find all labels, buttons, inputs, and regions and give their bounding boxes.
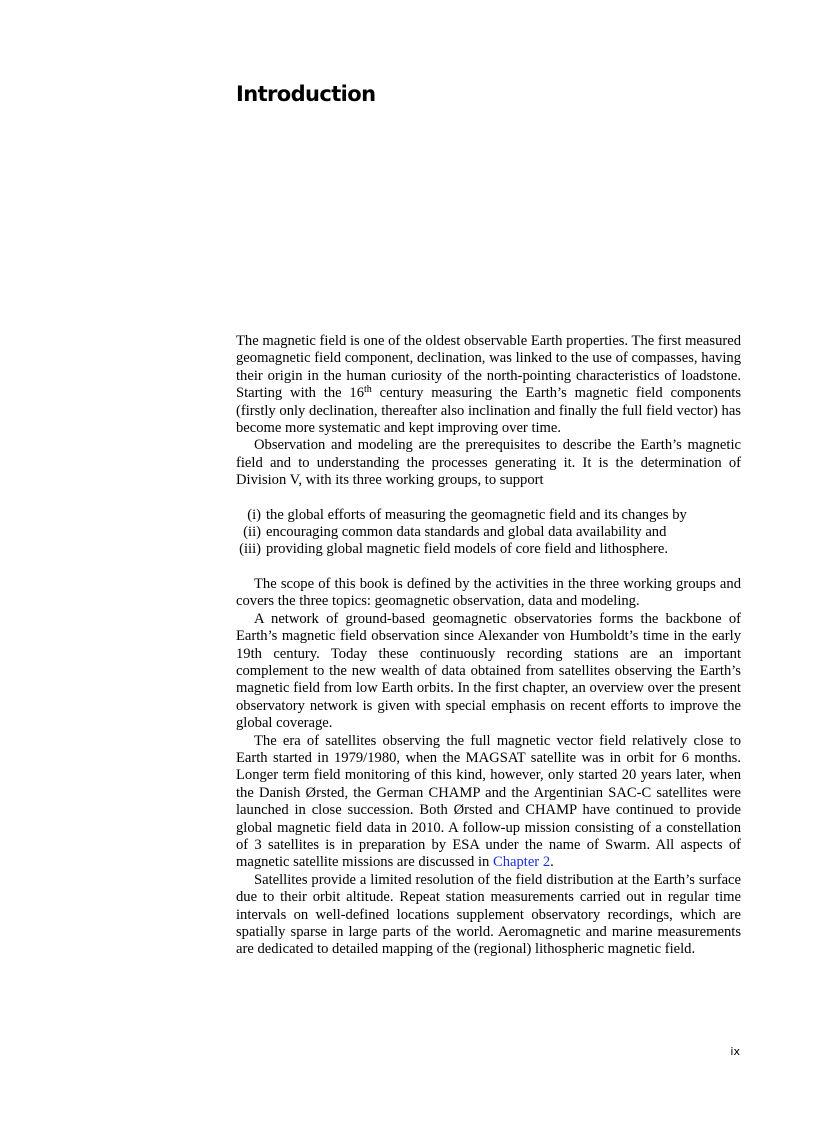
paragraph-5-text: The era of satellites observing the full magnetic vector field relatively close to Earth started in 1979/1980, when the MAGSAT satellite was in orbit for 6 months. Longer term field monitoring of this kind, however, only started 20 years later, when the Danish Ørsted, the German CHAMP and the Argentinian SAC-C satellites were launched in close succession. Both Ørsted and CHAMP have continued to provide global magnetic field data in 2010. A follow-up mission consisting of a constellation of 3 satellites is in preparation by ESA under the name of Swarm. All aspects of magnetic satellite missions are discussed in bbox=[236, 732, 741, 871]
list-item bbox=[236, 507, 741, 524]
paragraph-3: The scope of this book is defined by the activities in the three working groups and covers the three topics: geomagnetic observation, data and modeling. bbox=[236, 575, 741, 610]
list-item bbox=[236, 541, 741, 558]
chapter-title: Introduction bbox=[236, 82, 376, 106]
support-list bbox=[236, 507, 741, 559]
list-marker: (iii) bbox=[239, 541, 261, 558]
paragraph-1 bbox=[236, 333, 741, 437]
superscript-th: th bbox=[364, 384, 372, 396]
list-item bbox=[236, 524, 741, 541]
list-item-text: encouraging common data standards and global data availability and bbox=[266, 524, 667, 541]
paragraph-5-end: . bbox=[550, 854, 554, 871]
list-marker: (i) bbox=[247, 506, 261, 523]
list-marker: (ii) bbox=[243, 524, 261, 541]
chapter-2-link[interactable]: Chapter 2 bbox=[492, 854, 551, 871]
paragraph-4: A network of ground-based geomagnetic observatories forms the backbone of Earth’s magnetic field observation since Alexander von Humboldt’s time in the early 19th century. Today these continuously recording stations are an important complement to the new wealth of data obtained from satellites observing the Earth’s magnetic field from low Earth orbits. In the first chapter, an overview over the present observatory network is given with special emphasis on recent efforts to improve the global coverage. bbox=[236, 610, 741, 732]
paragraph-1-text-cont: century measuring the Earth’s magnetic field components (firstly only declination, thereafter also inclination and finally the full field vector) has become more systematic and kept improving over time. bbox=[236, 385, 741, 437]
paragraph-6: Satellites provide a limited resolution of the field distribution at the Earth’s surface due to their orbit altitude. Repeat station measurements carried out in regular time intervals on well-defined locations supplement observatory recordings, which are spatially sparse in large parts of the world. Aeromagnetic and marine measurements are dedicated to detailed mapping of the (regional) lithospheric magnetic field. bbox=[236, 871, 741, 958]
paragraph-1-text: The magnetic field is one of the oldest observable Earth properties. The first measured geomagnetic field component, declination, was linked to the use of compasses, having their origin in the human curiosity of the north-pointing characteristics of loadstone. Starting with the 16 bbox=[236, 333, 741, 402]
page-number: ix bbox=[730, 1045, 740, 1058]
paragraph-2: Observation and modeling are the prerequisites to describe the Earth’s magnetic field and to understanding the processes generating it. It is the determination of Division V, with its three working groups, to support bbox=[236, 437, 741, 489]
paragraph-5 bbox=[236, 733, 741, 872]
list-item-text: providing global magnetic field models of core field and lithosphere. bbox=[266, 541, 669, 558]
list-item-text: the global efforts of measuring the geomagnetic field and its changes by bbox=[266, 506, 687, 523]
body-text bbox=[236, 333, 741, 959]
